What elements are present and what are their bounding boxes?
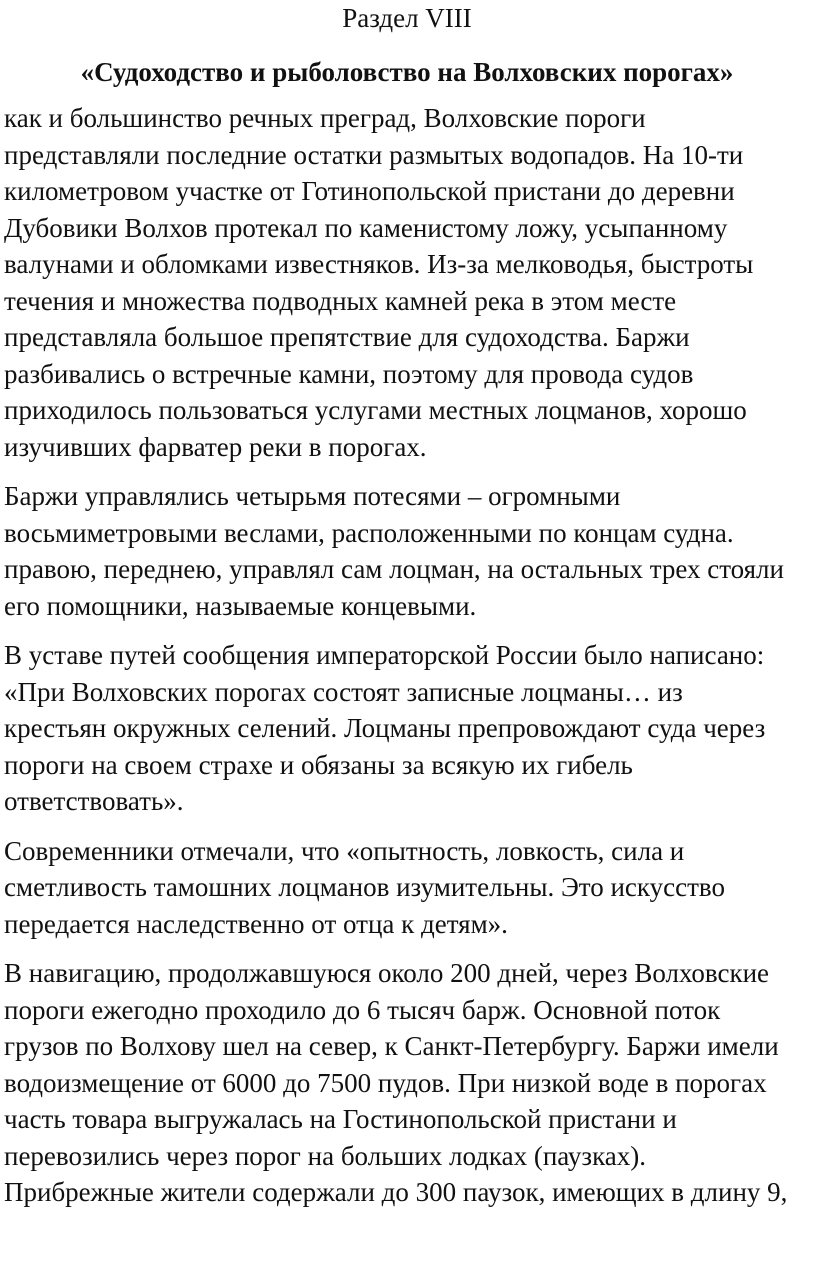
text-line: как и большинство речных преград, Волховские пороги bbox=[4, 103, 646, 133]
document-title: «Судоходство и рыболовство на Волховских порогах» bbox=[80, 57, 734, 87]
text-line: грузов по Волхову шел на север, к Санкт-Петербургу. Баржи имели bbox=[4, 1031, 779, 1061]
text-line: представляли последние остатки размытых водопадов. На 10-ти bbox=[4, 139, 744, 170]
section-label: Раздел VIII bbox=[342, 3, 472, 33]
text-line: разбивались о встречные камни, поэтому для провода судов bbox=[4, 358, 694, 389]
text-line: восьмиметровыми веслами, расположенными по концам судна. bbox=[4, 517, 734, 548]
paragraph-4 bbox=[4, 833, 810, 943]
text-line: приходилось пользоваться услугами местных лоцманов, хорошо bbox=[4, 395, 747, 425]
text-line: валунами и обломками известняков. Из-за мелководья, быстроты bbox=[4, 249, 754, 279]
paragraph-3 bbox=[4, 637, 810, 820]
text-line: пороги на своем страхе и обязаны за всякую их гибель bbox=[4, 749, 633, 780]
text-line: его помощники, называемые концевыми. bbox=[4, 590, 477, 621]
text-line: Дубовики Волхов протекал по каменистому ложу, усыпанному bbox=[4, 212, 728, 243]
paragraph-2 bbox=[4, 478, 810, 624]
text-line: изучивших фарватер реки в порогах. bbox=[4, 431, 427, 462]
text-line: правою, переднею, управлял сам лоцман, на остальных трех стояли bbox=[4, 554, 784, 584]
text-line: Современники отмечали, что «опытность, ловкость, сила и bbox=[4, 835, 685, 866]
text-line: представляла большое препятствие для судоходства. Баржи bbox=[4, 322, 690, 352]
text-line: Баржи управлялись четырьмя потесями – огромными bbox=[4, 481, 621, 511]
text-line: «При Волховских порогах состоят записные лоцманы… из bbox=[4, 676, 683, 707]
text-line: водоизмещение от 6000 до 7500 пудов. При низкой воде в порогах bbox=[4, 1067, 767, 1098]
text-line: передается наследственно от отца к детям». bbox=[4, 908, 508, 939]
paragraph-5 bbox=[4, 955, 810, 1211]
text-line: Прибрежные жители содержали до 300 паузок, имеющих в длину 9, bbox=[4, 1177, 788, 1207]
text-line: ответствовать». bbox=[4, 786, 184, 816]
text-line: крестьян окружных селений. Лоцманы препровождают суда через bbox=[4, 713, 766, 743]
text-line: перевозились через порог на больших лодках (паузках). bbox=[4, 1140, 647, 1171]
text-line: В навигацию, продолжавшуюся около 200 дней, через Волховские bbox=[4, 958, 770, 988]
text-line: течения и множества подводных камней река в этом месте bbox=[4, 285, 677, 316]
text-line: часть товара выгружалась на Гостинопольской пристани и bbox=[4, 1104, 677, 1134]
text-line: В уставе путей сообщения императорской России было написано: bbox=[4, 640, 765, 670]
text-line: пороги ежегодно проходило до 6 тысяч барж. Основной поток bbox=[4, 994, 721, 1025]
paragraph-1 bbox=[4, 100, 810, 465]
text-line: километровом участке от Готинопольской пристани до деревни bbox=[4, 176, 735, 206]
text-line: сметливость тамошних лоцманов изумительны. Это искусство bbox=[4, 872, 725, 902]
